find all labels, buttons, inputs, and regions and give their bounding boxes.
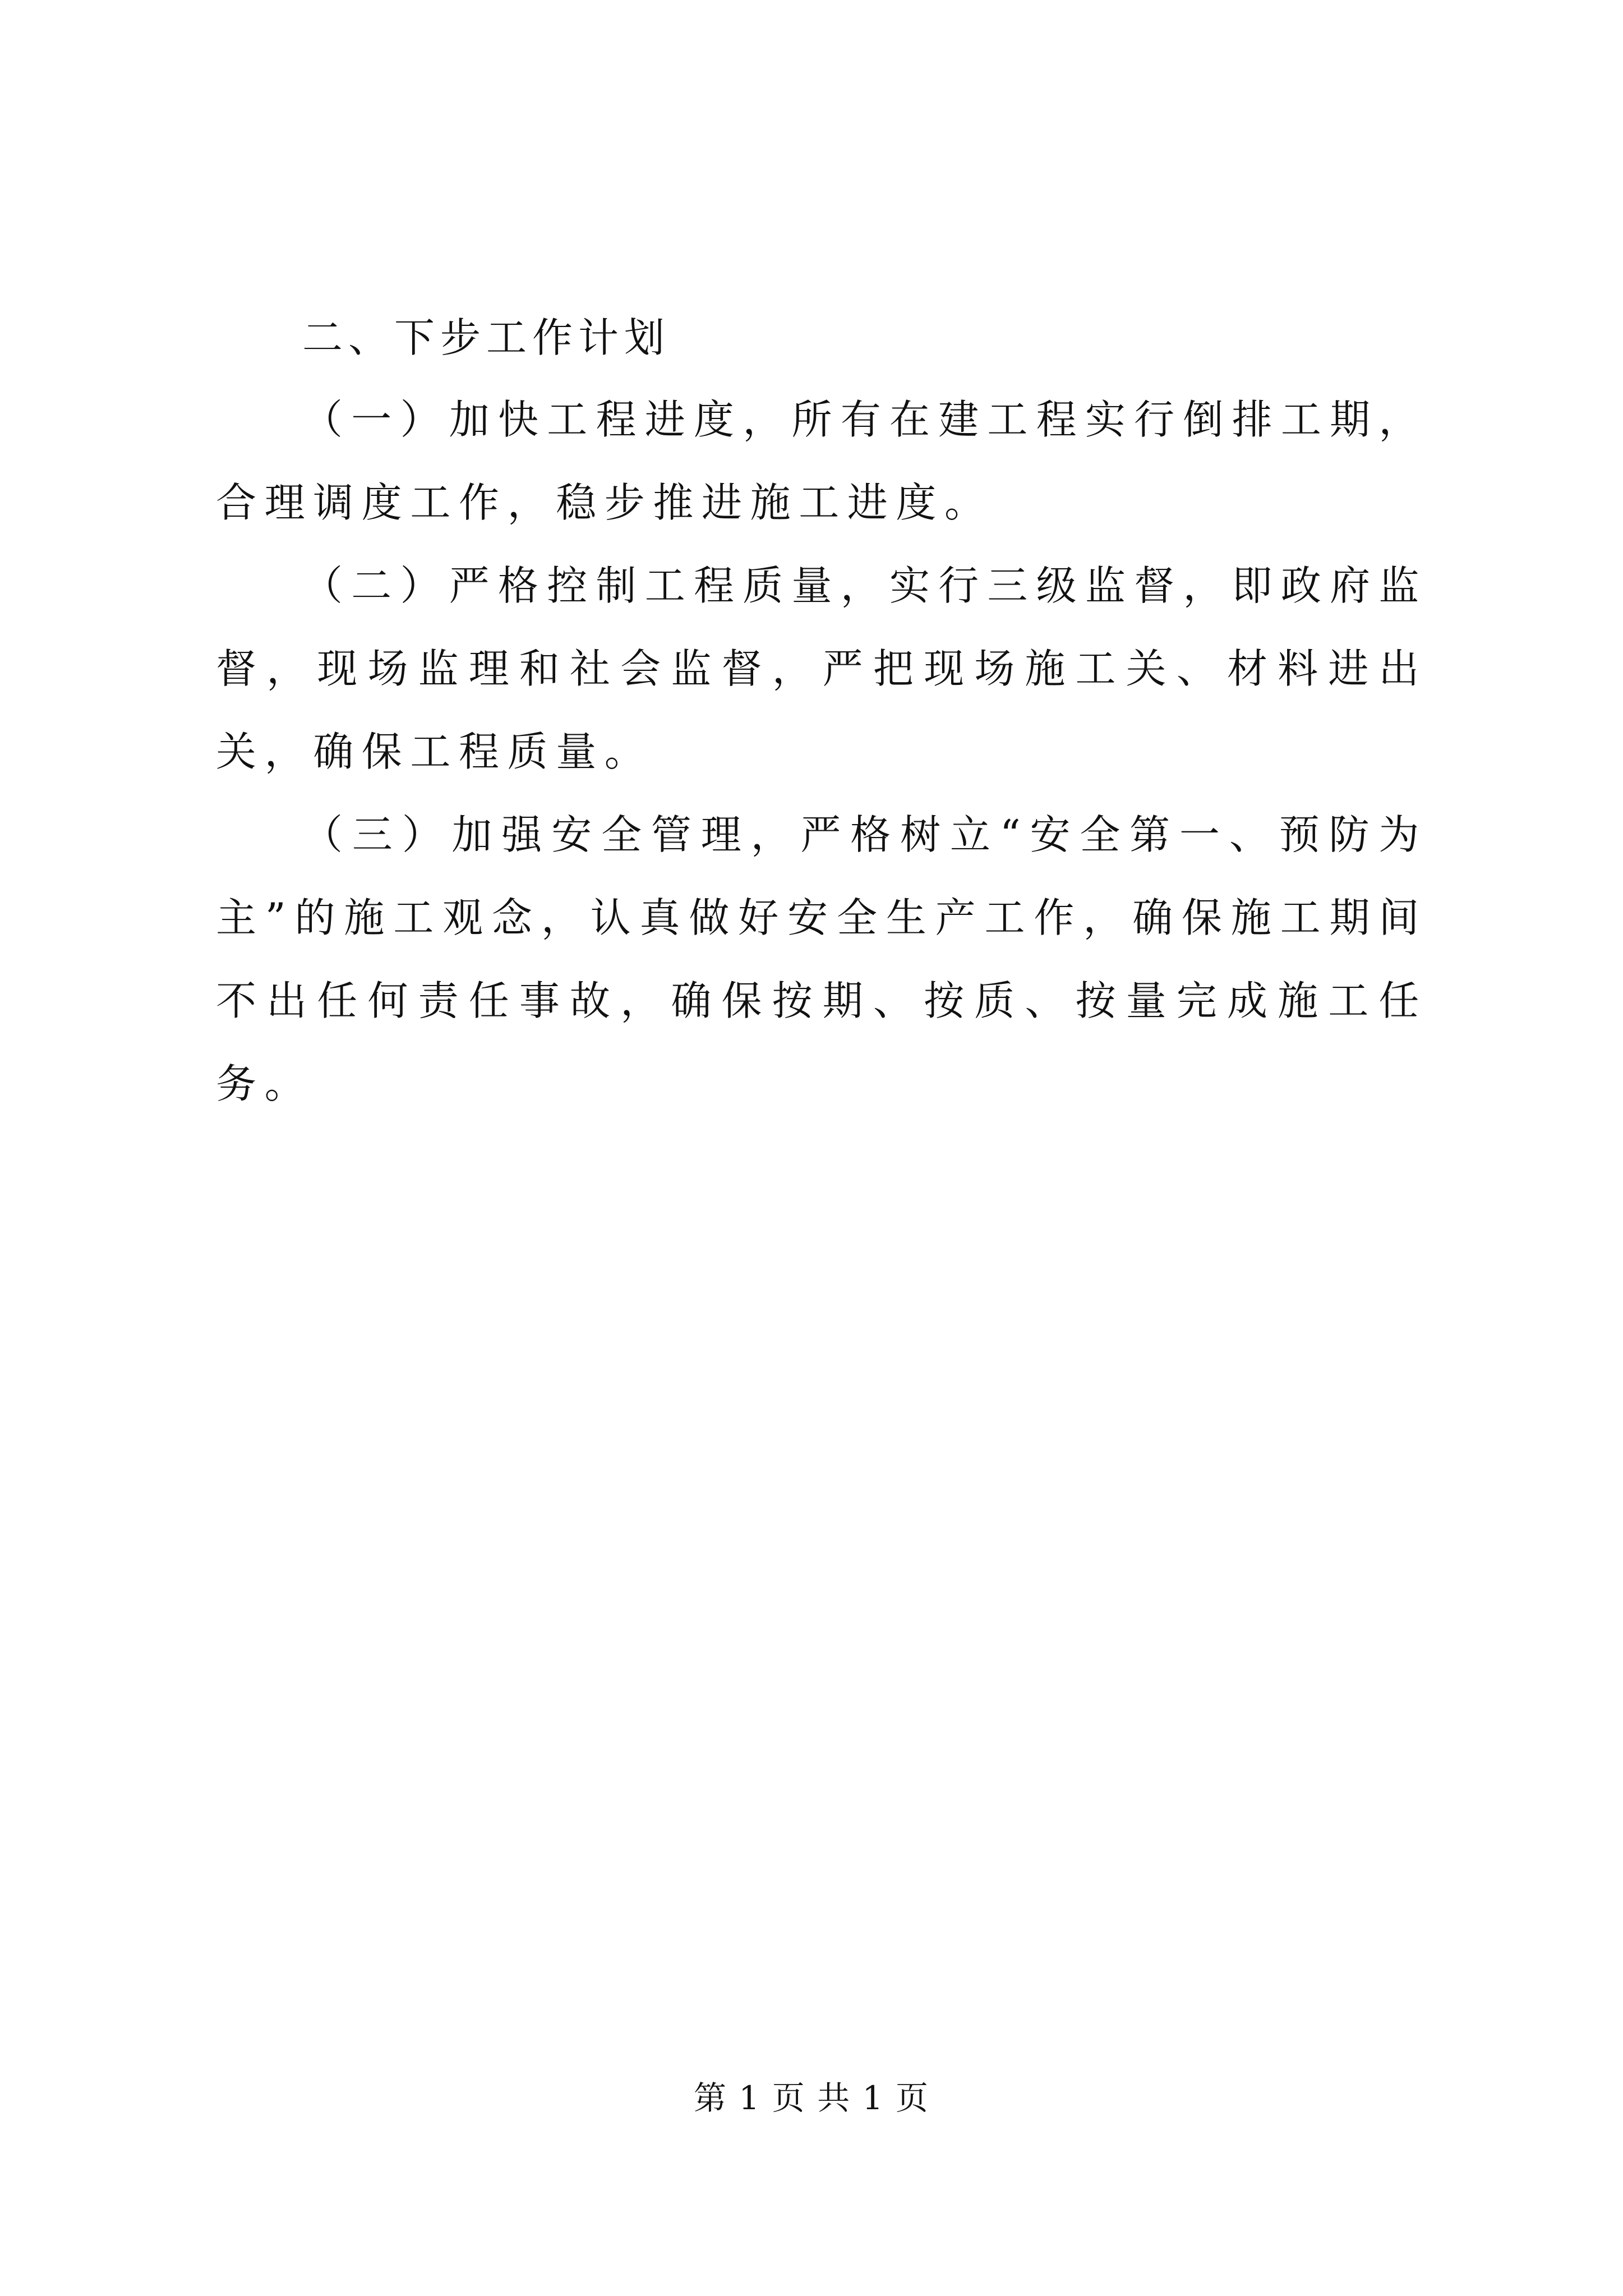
page-number-footer: 第 1 页 共 1 页 (694, 2079, 929, 2117)
document-body (216, 297, 1427, 1125)
section-heading: 二、下步工作计划 (302, 314, 671, 361)
paragraph-safety: （三）加强安全管理，严格树立“安全第一、预防为主”的施工观念，认真做好安全生产工作，确保施工期间不出任何责任事故，确保按期、按质、按量完成施工任务。 (216, 811, 1427, 1107)
paragraph-progress: （一）加快工程进度，所有在建工程实行倒排工期，合理调度工作，稳步推进施工进度。 (216, 396, 1427, 526)
paragraph-quality: （二）严格控制工程质量，实行三级监督，即政府监督，现场监理和社会监督，严把现场施工关、材料进出关，确保工程质量。 (216, 562, 1427, 775)
